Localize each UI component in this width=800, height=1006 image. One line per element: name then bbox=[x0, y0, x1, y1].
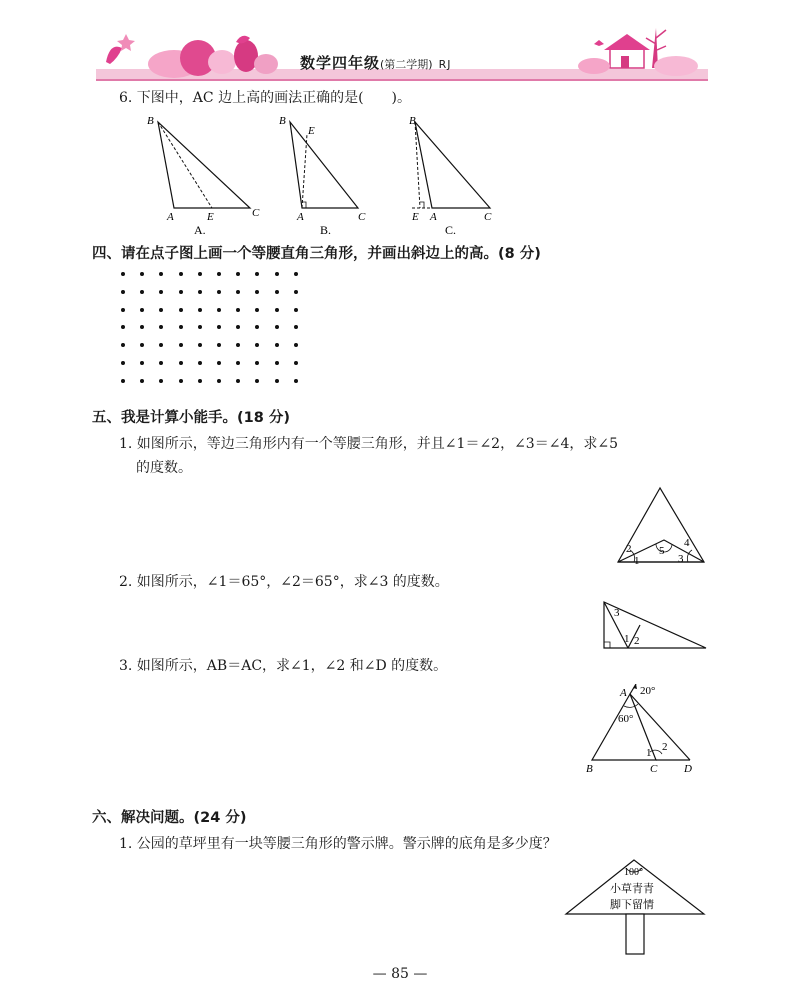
q6-figure-b bbox=[279, 115, 366, 237]
section-5-heading: 五、我是计算小能手。(18 分) bbox=[92, 410, 290, 426]
s5-q1-angle-4: 4 bbox=[684, 537, 690, 549]
grid-dot bbox=[159, 361, 163, 365]
s5-q3-label-d: D bbox=[684, 763, 692, 775]
grid-dot bbox=[198, 325, 202, 329]
q6b-label-e: E bbox=[308, 125, 315, 137]
q6c-label-b: B bbox=[409, 115, 416, 127]
s6-sign-angle: 100° bbox=[624, 867, 643, 878]
s5-q3-angle-60: 60° bbox=[618, 713, 634, 725]
grid-dot bbox=[294, 272, 298, 276]
section-4-heading: 四、请在点子图上画一个等腰直角三角形，并画出斜边上的高。(8 分) bbox=[92, 246, 541, 262]
grid-dot bbox=[159, 343, 163, 347]
s6-q1-sign-figure bbox=[564, 858, 708, 956]
s5-q2-angle-2: 2 bbox=[634, 635, 640, 647]
q6a-label-b: B bbox=[147, 115, 154, 127]
grid-dot bbox=[255, 343, 259, 347]
grid-dot bbox=[275, 379, 279, 383]
grid-dot bbox=[294, 325, 298, 329]
grid-dot bbox=[275, 361, 279, 365]
grid-dot bbox=[217, 379, 221, 383]
grid-dot bbox=[140, 325, 144, 329]
grid-dot bbox=[236, 290, 240, 294]
s5-q1-figure bbox=[614, 484, 710, 568]
grid-dot bbox=[255, 361, 259, 365]
q6-question-text: 6. 下图中，AC 边上高的画法正确的是( )。 bbox=[119, 90, 412, 106]
grid-dot bbox=[217, 361, 221, 365]
grid-dot bbox=[159, 325, 163, 329]
q6-figure-c bbox=[409, 115, 492, 237]
grid-dot bbox=[159, 379, 163, 383]
q6b-label-b: B bbox=[279, 115, 286, 127]
grid-dot bbox=[255, 308, 259, 312]
grid-dot bbox=[121, 272, 125, 276]
grid-dot bbox=[179, 361, 183, 365]
s5-q3-angle-2: 2 bbox=[662, 741, 668, 753]
s5-q3-angle-20: 20° bbox=[640, 685, 656, 697]
grid-dot bbox=[294, 379, 298, 383]
s5-q3-figure bbox=[580, 684, 710, 776]
grid-dot bbox=[140, 379, 144, 383]
s5-q3-text: 3. 如图所示，AB＝AC，求∠1，∠2 和∠D 的度数。 bbox=[119, 658, 448, 674]
grid-dot bbox=[140, 361, 144, 365]
grid-dot bbox=[121, 343, 125, 347]
s5-q1-angle-2: 2 bbox=[626, 543, 632, 555]
s5-q2-angle-3: 3 bbox=[614, 607, 620, 619]
q6b-label-a: A bbox=[297, 211, 304, 223]
section-6-heading: 六、解决问题。(24 分) bbox=[92, 810, 247, 826]
grid-dot bbox=[140, 308, 144, 312]
grid-dot bbox=[236, 361, 240, 365]
s6-sign-line1: 小草青青 bbox=[610, 883, 654, 895]
s5-q3-label-c: C bbox=[650, 763, 658, 775]
header-term: (第二学期) bbox=[380, 58, 433, 71]
grid-dot bbox=[179, 308, 183, 312]
grid-dot bbox=[236, 379, 240, 383]
q6b-label-c: C bbox=[358, 211, 366, 223]
q6-option-a-label: A. bbox=[194, 223, 206, 237]
header-edition: RJ bbox=[438, 58, 452, 71]
q6-option-b-label: B. bbox=[320, 223, 332, 237]
s5-q1-angle-3: 3 bbox=[678, 553, 684, 565]
grid-dot bbox=[198, 272, 202, 276]
grid-dot bbox=[275, 272, 279, 276]
grid-dot bbox=[217, 308, 221, 312]
q6-option-c-label: C. bbox=[445, 223, 457, 237]
grid-dot bbox=[179, 343, 183, 347]
grid-dot bbox=[121, 290, 125, 294]
grid-dot bbox=[179, 325, 183, 329]
grid-dot bbox=[275, 290, 279, 294]
s5-q3-angle-1: 1 bbox=[646, 747, 652, 759]
grid-dot bbox=[140, 343, 144, 347]
q6-figure-a bbox=[147, 115, 260, 237]
s6-sign-line2: 脚下留情 bbox=[610, 899, 654, 911]
s5-q1-text-line2: 的度数。 bbox=[136, 460, 192, 476]
s5-q1-angle-5: 5 bbox=[659, 545, 665, 557]
grid-dot bbox=[121, 325, 125, 329]
q6a-label-e: E bbox=[207, 211, 214, 223]
grid-dot bbox=[179, 379, 183, 383]
s5-q2-text: 2. 如图所示，∠1＝65°，∠2＝65°，求∠3 的度数。 bbox=[119, 574, 449, 590]
grid-dot bbox=[236, 308, 240, 312]
s5-q3-label-a: A bbox=[620, 687, 627, 699]
grid-dot bbox=[217, 325, 221, 329]
grid-dot bbox=[275, 343, 279, 347]
grid-dot bbox=[275, 325, 279, 329]
grid-dot bbox=[255, 379, 259, 383]
grid-dot bbox=[275, 308, 279, 312]
s5-q1-angle-1: 1 bbox=[634, 555, 640, 567]
s5-q3-label-b: B bbox=[586, 763, 593, 775]
s6-q1-text: 1. 公园的草坪里有一块等腰三角形的警示牌。警示牌的底角是多少度？ bbox=[119, 836, 557, 852]
grid-dot bbox=[255, 272, 259, 276]
header-subject: 数学四年级 bbox=[300, 54, 381, 72]
s5-q2-angle-1: 1 bbox=[624, 633, 630, 645]
grid-dot bbox=[294, 343, 298, 347]
grid-dot bbox=[140, 272, 144, 276]
q6a-label-c: C bbox=[252, 207, 260, 219]
grid-dot bbox=[236, 272, 240, 276]
q6a-label-a: A bbox=[167, 211, 174, 223]
s5-q2-figure bbox=[600, 598, 710, 652]
grid-dot bbox=[179, 272, 183, 276]
grid-dot bbox=[217, 272, 221, 276]
grid-dot bbox=[121, 308, 125, 312]
q6c-label-e: E bbox=[412, 211, 419, 223]
q6c-label-a: A bbox=[430, 211, 437, 223]
grid-dot bbox=[159, 290, 163, 294]
grid-dot bbox=[198, 308, 202, 312]
grid-dot bbox=[294, 308, 298, 312]
grid-dot bbox=[159, 272, 163, 276]
grid-dot bbox=[121, 361, 125, 365]
grid-dot bbox=[236, 343, 240, 347]
grid-dot bbox=[255, 290, 259, 294]
grid-dot bbox=[236, 325, 240, 329]
grid-dot bbox=[198, 361, 202, 365]
grid-dot bbox=[217, 343, 221, 347]
grid-dot bbox=[255, 325, 259, 329]
grid-dot bbox=[198, 343, 202, 347]
dot-grid[interactable] bbox=[121, 272, 301, 380]
grid-dot bbox=[179, 290, 183, 294]
page-number: — 85 — bbox=[372, 966, 428, 982]
grid-dot bbox=[198, 290, 202, 294]
s5-q1-text-line1: 1. 如图所示，等边三角形内有一个等腰三角形，并且∠1＝∠2，∠3＝∠4，求∠5 bbox=[119, 436, 618, 452]
grid-dot bbox=[198, 379, 202, 383]
grid-dot bbox=[217, 290, 221, 294]
q6-figures bbox=[140, 110, 500, 238]
q6c-label-c: C bbox=[484, 211, 492, 223]
grid-dot bbox=[121, 379, 125, 383]
grid-dot bbox=[294, 290, 298, 294]
page-header-title bbox=[300, 52, 452, 73]
grid-dot bbox=[159, 308, 163, 312]
grid-dot bbox=[294, 361, 298, 365]
grid-dot bbox=[140, 290, 144, 294]
